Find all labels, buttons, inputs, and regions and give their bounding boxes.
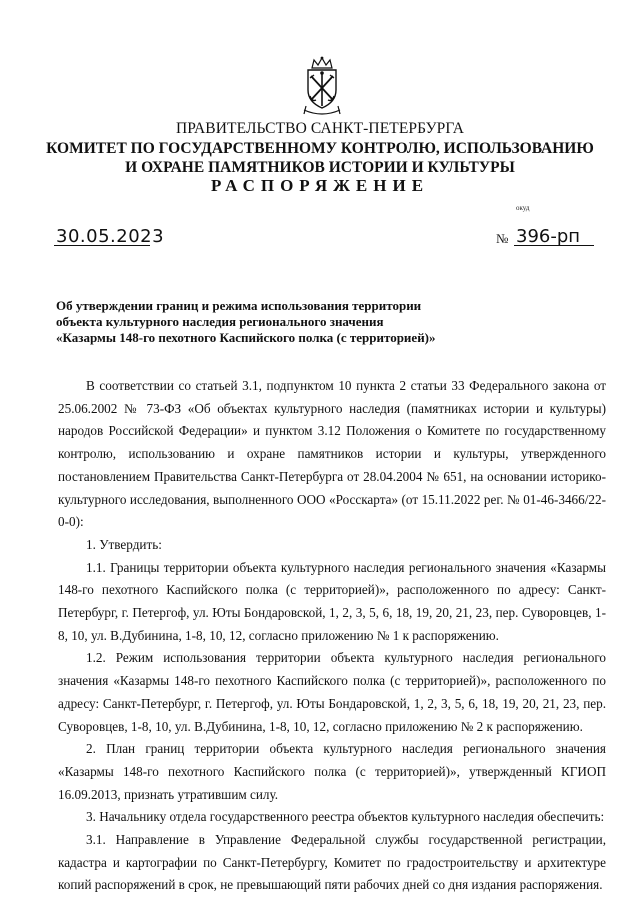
document-type-heading: РАСПОРЯЖЕНИЕ bbox=[210, 176, 430, 195]
okud-label: окуд bbox=[516, 204, 530, 212]
preamble-paragraph: В соответствии со статьей 3.1, подпунктом 10 пункта 2 статьи 33 Федерального закона от 25.06.2002 № 73-ФЗ «Об объектах культурного наследия (памятниках истории и культуры) народов Российской Федерации» и пунктом 3.12 Положения о Комитете по государственному контролю, использованию и охране памятников истории и культуры, утвержденного постановлением Правительства Санкт-Петербурга от 28.04.2004 № 651, на основании историко-культурного исследования, выполненного ООО «Росскарта» (от 15.11.2022 рег. № 01-46-3466/22-0-0): bbox=[58, 378, 606, 530]
clause-3-1: 3.1. Направление в Управление Федеральной службы государственной регистрации, кадастра и картографии по Санкт-Петербургу, Комитет по градостроительству и архитектуре копий распоряжений в срок, не превышающий пяти рабочих дней со дня издания распоряжения. bbox=[58, 832, 606, 893]
number-underline bbox=[514, 245, 594, 246]
government-name: ПРАВИТЕЛЬСТВО САНКТ-ПЕТЕРБУРГА bbox=[175, 120, 465, 137]
clause-1-2: 1.2. Режим использования территории объекта культурного наследия регионального значения «Казармы 148-го пехотного Каспийского полка (с территорией)», расположенного по адресу: Санкт-Петербург, г. Петергоф, ул. Юты Бондаровской, 1, 2, 3, 5, 6, 18, 19, 20, 21, 23, пер. Суворовцев, 1-8, 10, ул. В.Дубинина, 1-8, 10, 12, согласно приложению № 2 к распоряжению. bbox=[58, 650, 606, 734]
handwritten-date: 30.05.2023 bbox=[56, 226, 165, 247]
clause-1: 1. Утвердить: bbox=[86, 536, 162, 552]
subject-line-1: Об утверждении границ и режима использования территории bbox=[56, 298, 422, 313]
clause-3: 3. Начальнику отдела государственного реестра объектов культурного наследия обеспечить: bbox=[86, 809, 605, 825]
clause-2: 2. План границ территории объекта культурного наследия регионального значения «Казармы 148-го пехотного Каспийского полка (с территорией)», утвержденный КГИОП 16.09.2013, признать утратившим силу. bbox=[58, 741, 606, 802]
date-underline bbox=[54, 245, 150, 246]
committee-name bbox=[40, 139, 600, 177]
clause-1-1: 1.1. Границы территории объекта культурного наследия регионального значения «Казармы 148-го пехотного Каспийского полка (с территорией)», расположенного по адресу: Санкт-Петербург, г. Петергоф, ул. Юты Бондаровской, 1, 2, 3, 5, 6, 18, 19, 20, 21, 23, пер. Суворовцев, 1-8, 10, ул. В.Дубинина, 1-8, 10, 12, согласно приложению № 1 к распоряжению. bbox=[58, 559, 606, 643]
handwritten-document-number: 396-рп bbox=[516, 226, 581, 247]
committee-name-line-2: И ОХРАНЕ ПАМЯТНИКОВ ИСТОРИИ И КУЛЬТУРЫ bbox=[125, 159, 515, 176]
subject-line-3: «Казармы 148-го пехотного Каспийского полка (с территорией)» bbox=[56, 330, 436, 345]
subject-line-2: объекта культурного наследия регионального значения bbox=[56, 314, 384, 329]
number-label: № bbox=[496, 231, 509, 246]
document-body bbox=[58, 375, 606, 897]
document-subject bbox=[56, 298, 476, 346]
coat-of-arms-emblem bbox=[300, 56, 344, 118]
committee-name-line-1: КОМИТЕТ ПО ГОСУДАРСТВЕННОМУ КОНТРОЛЮ, ИСПОЛЬЗОВАНИЮ bbox=[46, 140, 594, 157]
